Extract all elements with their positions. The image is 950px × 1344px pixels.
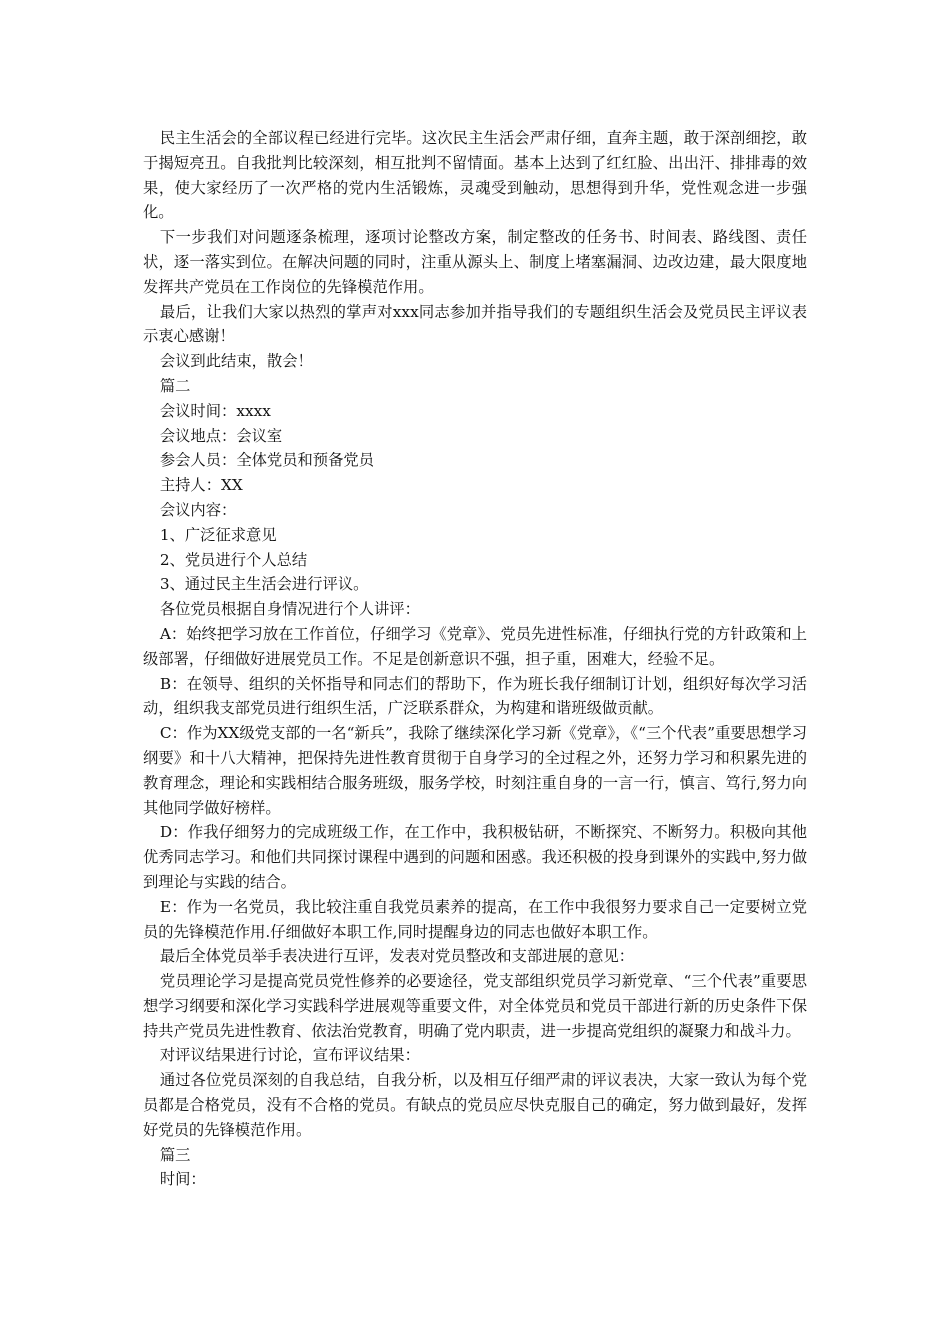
paragraph-summary: 民主生活会的全部议程已经进行完毕。这次民主生活会严肃仔细，直奔主题，敢于深剖细挖，敢于揭短亮丑。自我批判比较深刻，相互批判不留情面。基本上达到了红红脸、出出汗、排排毒的效果，使大家经历了一次严格的党内生活锻炼，灵魂受到触动，思想得到升华，党性观念进一步强化。 [143,129,807,222]
meeting-content-label: 会议内容： [159,500,237,519]
paragraph-closing: 会议到此结束，散会！ [159,352,313,371]
paragraph-result: 通过各位党员深刻的自我总结，自我分析，以及相互仔细严肃的评议表决，大家一致认为每个党员都是合格党员，没有不合格的党员。有缺点的党员应尽快克服自己的确定，努力做到最好，发挥好党员的先锋模范作用。 [143,1071,807,1139]
agenda-item-2: 2、党员进行个人总结 [159,550,308,569]
document-body [143,126,807,1192]
review-d: D：作我仔细努力的完成班级工作，在工作中，我积极钻研，不断探究、不断努力。积极向其他优秀同志学习。和他们共同探讨课程中遇到的问题和困惑。我还积极的投身到课外的实践中,努力做到理论与实践的结合。 [143,823,807,891]
paragraph-thanks: 最后，让我们大家以热烈的掌声对xxx同志参加并指导我们的专题组织生活会及党员民主评议表示衷心感谢！ [143,302,807,346]
paragraph-self-review-intro: 各位党员根据自身情况进行个人讲评： [159,600,420,619]
review-b: B：在领导、组织的关怀指导和同志们的帮助下，作为班长我仔细制订计划，组织好每次学习活动，组织我支部党员进行组织生活，广泛联系群众，为构建和谐班级做贡献。 [143,674,807,718]
meeting-host: 主持人：XX [159,476,243,495]
review-c: C：作为XX级党支部的一名“新兵”，我除了继续深化学习新《党章》，《“三个代表”重要思想学习纲要》和十八大精神，把保持先进性教育贯彻于自身学习的全过程之外，还努力学习和积累先进的教育理念，理论和实践相结合服务班级，服务学校，时刻注重自身的一言一行，慎言、笃行,努力向其他同学做好榜样。 [143,724,807,817]
meeting-location: 会议地点：会议室 [159,426,283,445]
section-3-time: 时间： [159,1170,206,1189]
section-heading-2: 篇二 [159,376,191,395]
agenda-item-3: 3、通过民主生活会进行评议。 [159,575,369,594]
meeting-attendees: 参会人员：全体党员和预备党员 [159,451,374,470]
paragraph-vote-intro: 最后全体党员举手表决进行互评，发表对党员整改和支部进展的意见： [159,947,635,966]
paragraph-result-intro: 对评议结果进行讨论，宣布评议结果： [159,1046,420,1065]
agenda-item-1: 1、广泛征求意见 [159,525,277,544]
review-a: A：始终把学习放在工作首位，仔细学习《党章》、党员先进性标准，仔细执行党的方针政策和上级部署，仔细做好进展党员工作。不足是创新意识不强，担子重，困难大，经验不足。 [143,624,807,668]
meeting-time: 会议时间：xxxx [159,401,271,420]
paragraph-next-steps: 下一步我们对问题逐条梳理，逐项讨论整改方案，制定整改的任务书、时间表、路线图、责任状，逐一落实到位。在解决问题的同时，注重从源头上、制度上堵塞漏洞、边改边建，最大限度地发挥共产党员在工作岗位的先锋模范作用。 [143,228,807,296]
review-e: E：作为一名党员，我比较注重自我党员素养的提高，在工作中我很努力要求自己一定要树立党员的先锋模范作用.仔细做好本职工作,同时提醒身边的同志也做好本职工作。 [143,897,807,941]
paragraph-theory-study: 党员理论学习是提高党员党性修养的必要途径，党支部组织党员学习新党章、“三个代表”重要思想学习纲要和深化学习实践科学进展观等重要文件，对全体党员和党员干部进行新的历史条件下保持共产党员先进性教育、依法治党教育，明确了党内职责，进一步提高党组织的凝聚力和战斗力。 [143,972,807,1040]
section-heading-3: 篇三 [159,1145,191,1164]
